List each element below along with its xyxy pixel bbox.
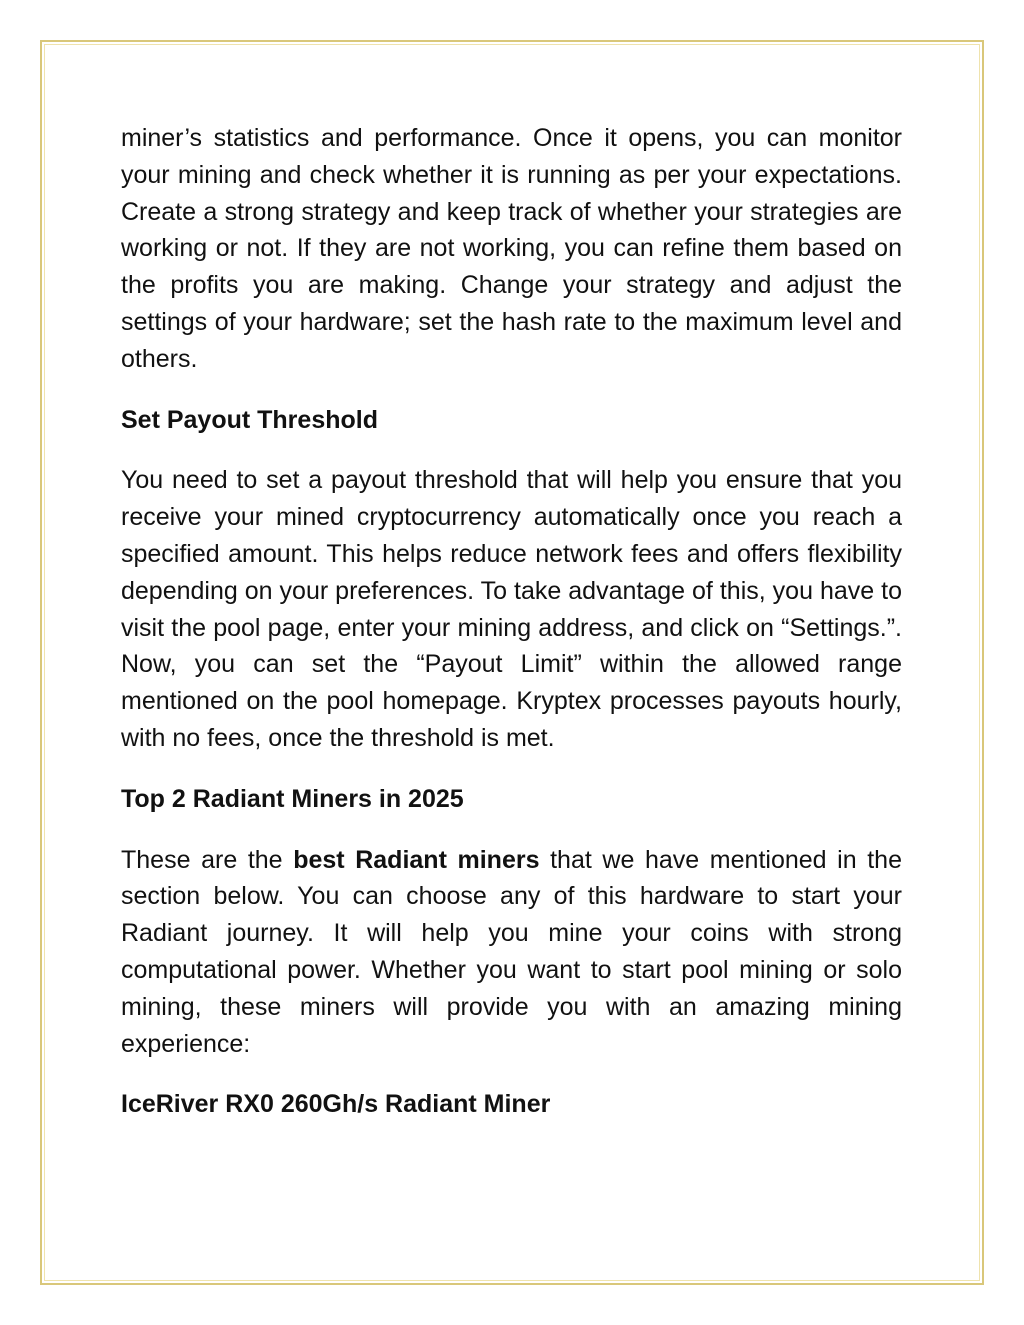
spacer — [121, 438, 902, 462]
paragraph-best-miners-rest: that we have mentioned in the section below. You can choose any of this hardware to start your Radiant journey. It will help you mine your coins with strong computational power. Whether you want to start pool mining or solo mining, these miners will provide you with an amazing mining experience: — [121, 845, 902, 1058]
spacer — [121, 818, 902, 842]
paragraph-miner-statistics: miner’s statistics and performance. Once it opens, you can monitor your mining and check whether it is running as per your expectations. Create a strong strategy and keep track of whether your strategies are working or not. If they are not working, you can refine them based on the profits you are making. Change your strategy and adjust the settings of your hardware; set the hash rate to the maximum level and others. — [121, 124, 902, 373]
heading-top-radiant-miners: Top 2 Radiant Miners in 2025 — [121, 784, 464, 813]
document-body — [121, 120, 902, 1123]
paragraph-best-miners-emphasis: best Radiant miners — [293, 845, 540, 874]
heading-set-payout-threshold: Set Payout Threshold — [121, 405, 378, 434]
paragraph-best-miners-lead: These are the — [121, 845, 294, 874]
spacer — [121, 378, 902, 402]
heading-iceriver-rx0: IceRiver RX0 260Gh/s Radiant Miner — [121, 1090, 551, 1119]
paragraph-payout-threshold: You need to set a payout threshold that will help you ensure that you receive your mined cryptocurrency automatically once you reach a specified amount. This helps reduce network fees and offers flexibility depending on your preferences. To take advantage of this, you have to visit the pool page, enter your mining address, and click on “Settings.”. Now, you can set the “Payout Limit” within the allowed range mentioned on the pool homepage. Kryptex processes payouts hourly, with no fees, once the threshold is met. — [121, 466, 902, 752]
spacer — [121, 1062, 902, 1086]
spacer — [121, 757, 902, 781]
paragraph-best-miners — [121, 842, 902, 1063]
